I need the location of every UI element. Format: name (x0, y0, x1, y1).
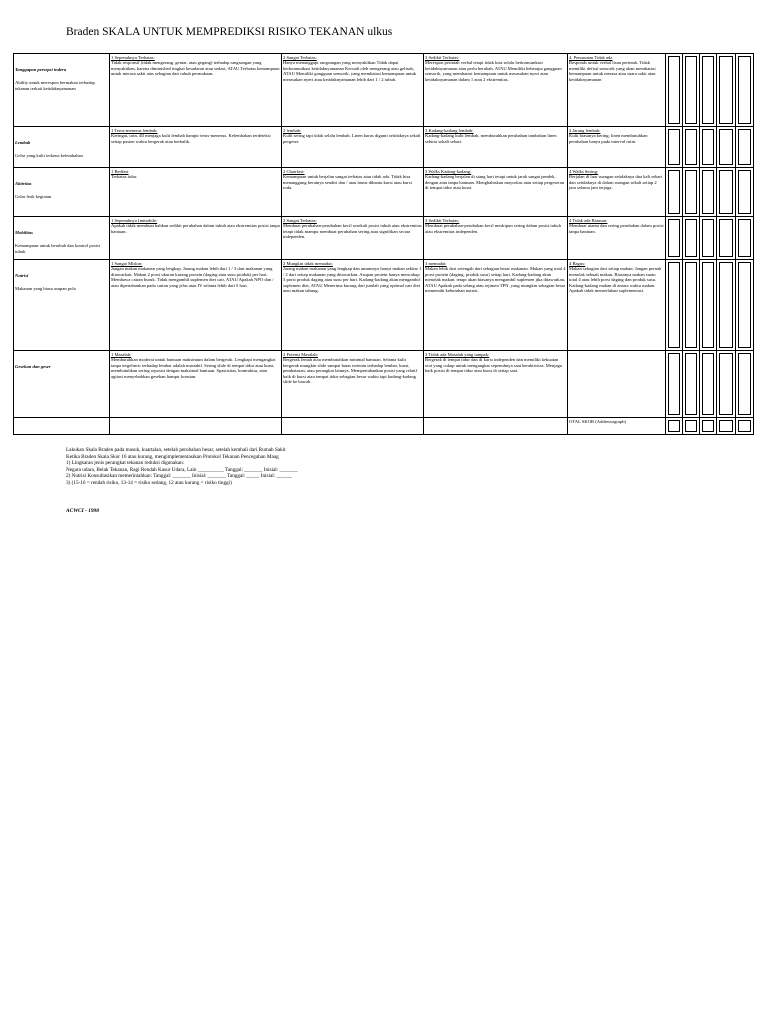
total-entry-box[interactable] (668, 420, 680, 432)
score-description: Membuat utama dan sering perubahan dalam posisi tanpa bantuan. (569, 223, 664, 234)
score-entry-box[interactable] (668, 170, 680, 214)
score-entry-cell[interactable] (700, 54, 717, 127)
score-entry-box[interactable] (702, 129, 714, 165)
score-cell (568, 54, 666, 127)
score-entry-box[interactable] (738, 219, 751, 257)
total-row-blank-cell (14, 418, 110, 435)
score-entry-cell[interactable] (736, 217, 754, 260)
score-entry-cell[interactable] (717, 54, 736, 127)
total-entry-box[interactable] (719, 420, 733, 432)
score-cell (568, 351, 666, 418)
score-description: Hanya menanggapi rangsangan yang menyakitkan Tidak dapat berkomunikasi ketidaknyamanan Kecuali oleh mengerang atau gelisah, ATAU Memiliki gangguan sensorik, yang membatasi kemampuan untuk merasakan nyeri atau ketidaknyamanan lebih dari 1 / 2 tubuh. (283, 60, 417, 82)
table-row (14, 54, 754, 127)
category-name: Gesekan dan geser (15, 364, 51, 369)
score-description: Berjalan di luar ruangan setidaknya dua kali sehari dan setidaknya di dalam ruangan sekali setiap 2 jam selama jam terjaga. (569, 174, 663, 191)
score-cell (282, 217, 424, 260)
score-title: 4 Bagus: (569, 261, 586, 266)
score-cell (110, 351, 282, 418)
category-cell (14, 351, 110, 418)
score-title: 3 Kadang-kadang lembab: (425, 128, 474, 133)
total-row-blank-cell (110, 418, 282, 435)
score-entry-box[interactable] (702, 219, 714, 257)
score-entry-box[interactable] (702, 262, 714, 348)
score-entry-box[interactable] (685, 219, 697, 257)
score-title: 4. Penurunan Tidak ada (569, 55, 613, 60)
score-entry-box[interactable] (685, 262, 697, 348)
score-cell (568, 217, 666, 260)
score-entry-box[interactable] (702, 56, 714, 124)
score-title: 2 Sangat Terbatas: (283, 218, 317, 223)
score-entry-cell[interactable] (683, 168, 700, 217)
score-description: Terbatas tidur. (111, 174, 138, 180)
score-entry-cell[interactable] (700, 351, 717, 418)
note-line: Ketika Braden Skala Skor 16 atau kurang, mengimplementasikan Protokol Tekanan Pencegahan Maag (66, 453, 279, 460)
table-row (14, 127, 754, 168)
score-title: 3 Tidak ada Masalah yang tampak: (425, 352, 490, 357)
score-entry-box[interactable] (738, 56, 751, 124)
score-cell (110, 54, 282, 127)
score-description: Membuat perubahan-perubahan kecil sesekali posisi tubuh atau ekstremitas tetapi tidak mampu membuat perubahan sering atau signifikan secara independen. (283, 223, 422, 240)
score-title: 2 Mungkin tidak memadai: (283, 261, 333, 266)
score-cell (110, 217, 282, 260)
score-entry-cell[interactable] (683, 260, 700, 351)
score-title: 1 Masalah: (111, 352, 132, 357)
score-title: 4 Jarang lembab: (569, 128, 601, 133)
table-row (14, 168, 754, 217)
category-description: Makanan yang biasa asupan pola (15, 286, 76, 292)
score-entry-cell[interactable] (717, 260, 736, 351)
score-entry-cell[interactable] (736, 351, 754, 418)
score-entry-box[interactable] (719, 353, 733, 415)
score-entry-box[interactable] (702, 170, 714, 214)
score-description: Jangan makan makanan yang lengkap. Jarang makan lebih dari 1 / 3 dari makanan yang ditawarkan. Makan 2 porsi ukuran kurang protein (daging atau susu produk) per hari. Membawa cairan buruk. Tidak mengambil suplemen diet cair, ATAU Apakah NPO dan / atau dipertahankan pada cairan yang jelas atau IV selama lebih dari 5 hari. (111, 266, 274, 288)
score-cell (282, 351, 424, 418)
score-title: 2 Sangat Terbatas: (283, 55, 317, 60)
total-entry-box[interactable] (685, 420, 697, 432)
category-name: Nutrisi (15, 273, 29, 278)
score-entry-cell[interactable] (666, 217, 683, 260)
score-entry-box[interactable] (685, 56, 697, 124)
score-cell (424, 217, 568, 260)
score-entry-box[interactable] (668, 353, 680, 415)
category-name: Mobilitas (15, 230, 33, 235)
category-description: Kemampuan untuk berubah dan kontrol posisi tubuh (15, 243, 101, 254)
page-title: Braden SKALA UNTUK MEMPREDIKSI RISIKO TEKANAN ulkus (66, 26, 393, 38)
score-description: Membutuhkan moderat untuk bantuan maksimum dalam bergerak. Lengkapi mengangkat tanpa tergelincir terhadap lembar adalah mustahil. Sering slide di tempat tidur atau kursi, membutuhkan sering reposisi dengan maksimal bantuan. Spastisitas, kontraktur, atau agitasi menyebabkan gesekan hampir konstan. (111, 357, 276, 379)
score-cell (568, 168, 666, 217)
category-name: Aktivitas (15, 181, 32, 186)
score-description: Bergerak di tempat tidur dan di kursi independen dan memiliki kekuatan otot yang cukup untuk mengangkat sepenuhnya saat beraktivitas. Menjaga baik posisi di tempat tidur atau kursi di setiap saat. (425, 357, 562, 374)
category-cell (14, 168, 110, 217)
score-entry-cell[interactable] (700, 217, 717, 260)
total-entry-cell[interactable] (736, 418, 754, 435)
braden-scale-table (13, 53, 754, 435)
score-entry-box[interactable] (719, 56, 733, 124)
table-row (14, 260, 754, 351)
score-entry-box[interactable] (738, 262, 751, 348)
score-description: Kadang-kadang berjalan di siang hari tetapi untuk jarak sangat pendek, dengan atau tanpa bantuan. Menghabiskan mayoritas atau setiap pergeseran di tempat tidur atau kursi. (425, 174, 565, 191)
score-cell (424, 54, 568, 127)
score-title: 4 Tidak ada Batasan: (569, 218, 608, 223)
instructions-notes (66, 447, 298, 487)
category-name: Lembab (15, 140, 31, 145)
score-title: 1 Sepenuhnya Terbatas: (111, 55, 155, 60)
note-line: Negara udara, Belak Tekanan, Ragi Rendah Kasur Udara, Lain __________ Tanggal: _______ Inisial: _______ (66, 466, 298, 473)
score-entry-box[interactable] (668, 219, 680, 257)
score-entry-box[interactable] (738, 129, 751, 165)
score-entry-box[interactable] (685, 170, 697, 214)
score-entry-box[interactable] (719, 262, 733, 348)
score-entry-cell[interactable] (717, 168, 736, 217)
score-entry-cell[interactable] (666, 54, 683, 127)
score-entry-cell[interactable] (666, 168, 683, 217)
score-description: Kadang-kadang kulit lembab, membutuhkan perubahan tambahan linen sekitar sekali sehari. (425, 133, 557, 144)
score-description: Makan lebih dari setengah dari sebagian besar makanan. Makan yang total 4 porsi protein (daging, produk susu) setiap hari. Kadang-kadang akan menolak makan, tetapi akan biasanya mengambil suplemen jika ditawarkan, ATAU Apakah pada selang atau rejimen TPN, yang mungkin sebagian besar memenuhi kebutuhan nutrisi. (425, 266, 566, 294)
score-entry-cell[interactable] (717, 217, 736, 260)
score-entry-cell[interactable] (683, 54, 700, 127)
score-description: Kulit sering tapi tidak selalu lembab. Linen harus diganti setidaknya sekali pergeser. (283, 133, 421, 144)
score-entry-box[interactable] (668, 262, 680, 348)
note-line: 1) Lingkaran jenis perangkat tekanan reduksi digunakan: (66, 460, 185, 467)
score-description: Makan sebagian dari setiap makan. Jangan pernah menolak sebuah makan. Biasanya makan suatu total 4 atau lebih porsi daging dan produk susu. Kadang-kadang makan di antara waktu makan. Apakah tidak memerlukan suplementasi. (569, 266, 662, 294)
score-entry-cell[interactable] (736, 127, 754, 168)
score-entry-box[interactable] (685, 129, 697, 165)
score-cell (568, 127, 666, 168)
table-row (14, 217, 754, 260)
score-cell (110, 168, 282, 217)
score-entry-cell[interactable] (683, 351, 700, 418)
score-entry-box[interactable] (719, 170, 733, 214)
note-line: 3) (15-16 = rendah risiko, 13-14 = risiko sedang, 12 atau kurang = risiko tinggi) (66, 479, 232, 486)
score-cell (424, 260, 568, 351)
total-score-label: OTAL SKOR (Addressograph) (568, 418, 666, 435)
score-cell (282, 168, 424, 217)
total-entry-box[interactable] (738, 420, 751, 432)
total-entry-box[interactable] (702, 420, 714, 432)
score-cell (424, 168, 568, 217)
total-row (14, 418, 754, 435)
score-entry-box[interactable] (738, 170, 751, 214)
category-description: Gelar fisik kegiatan (15, 194, 52, 200)
table-row (14, 351, 754, 418)
score-cell (110, 260, 282, 351)
score-cell (568, 260, 666, 351)
score-title: 1 Sangat Miskin: (111, 261, 143, 266)
category-cell (14, 260, 110, 351)
score-title: 3 Sedikit Terbatas: (425, 218, 460, 223)
score-title: 1 Sepenuhnya Immobile: (111, 218, 158, 223)
note-line: Lakukan Skala Braden pada masuk, kuartalan, setelah perubahan besar, setelah kembali dari Rumah Sakit (66, 447, 286, 453)
score-title: 2 Chairfast: (283, 169, 305, 174)
score-title: 1 Terus-menerus lembab: (111, 128, 158, 133)
total-entry-cell[interactable] (683, 418, 700, 435)
score-entry-cell[interactable] (736, 168, 754, 217)
score-cell (424, 127, 568, 168)
score-entry-box[interactable] (719, 129, 733, 165)
score-entry-cell[interactable] (666, 127, 683, 168)
score-entry-cell[interactable] (700, 127, 717, 168)
score-description: Keringat, urin, dll menjaga kulit lembab hampir terus-menerus. Kelembaban terdeteksi setiap pasien waktu bergerak atau berbalik. (111, 133, 271, 144)
score-entry-cell[interactable] (700, 260, 717, 351)
score-entry-box[interactable] (685, 353, 697, 415)
score-title: 2 lembab: (283, 128, 302, 133)
category-cell (14, 127, 110, 168)
score-entry-cell[interactable] (683, 127, 700, 168)
score-entry-box[interactable] (719, 219, 733, 257)
score-entry-box[interactable] (738, 353, 751, 415)
score-description: Apakah tidak membuat bahkan sedikit perubahan dalam tubuh atau ekstremitas posisi tanpa bantuan. (111, 223, 280, 234)
score-entry-cell[interactable] (700, 168, 717, 217)
score-cell (282, 260, 424, 351)
score-description: Merespon perintah verbal tetapi tidak bisa selalu berkomunikasi ketidaknyamanan atau perlu berubah, ATAU Memiliki beberapa gangguan sensorik, yang membatasi kemampuan untuk merasakan nyeri atau ketidaknyamanan dalam 1 atau 2 ekstremitas. (425, 60, 562, 82)
score-title: 3 Sedikit Terbatas: (425, 55, 460, 60)
category-name: Tanggapan persepsi indera (15, 67, 67, 72)
note-line: 2) Nutrisi Konsultasikan memerintahkan: Tanggal: _______ Inisial: _______ Tanggal: _____ Inisial: ______ (66, 473, 293, 480)
score-description: Tidak responsif (tidak mengerang, gentar, atau gegang) terhadap rangsangan yang menyakitkan, karena diminished tingkat kesadaran atau sedasi, ATAU Terbatas kemampuan untuk merasa sakit atas sebagian dari tubuh permukaan. (111, 60, 280, 77)
total-entry-cell[interactable] (717, 418, 736, 435)
total-entry-cell[interactable] (700, 418, 717, 435)
score-description: Kemampuan untuk berjalan sangat terbatas atau tidak ada. Tidak bisa menanggung beratnya sendiri dan / atau harus dibantu kursi atau kursi roda. (283, 174, 412, 191)
score-cell (282, 54, 424, 127)
form-code: ACWCI - 1998 (66, 508, 99, 514)
total-entry-cell[interactable] (666, 418, 683, 435)
score-title: 4 Walks Sering: (569, 169, 599, 174)
score-title: 3 Walks Kadang-kadang: (425, 169, 472, 174)
score-cell (424, 351, 568, 418)
score-entry-cell[interactable] (666, 260, 683, 351)
category-description: Ability untuk merespon bermakna terhadap tekanan terkait ketidaknyamanan (15, 80, 95, 91)
score-entry-cell[interactable] (717, 127, 736, 168)
score-entry-cell[interactable] (736, 260, 754, 351)
score-description: Bergerak lemah atau membutuhkan minimal bantuan. Selama kulit bergerak mungkin slide sampai batas tertentu terhadap lembar, kursi, pembatasan, atau perangkat lainnya. Mempertahankan posisi yang relatif baik di kursi atau tempat tidur sebagian besar waktu tapi kadang-kadang slide ke bawah. (283, 357, 418, 385)
score-cell (110, 127, 282, 168)
score-description: Responds untuk verbal lisan perintah. Tidak memiliki defisit sensorik yang akan membatasi kemampuan untuk merasa atau suara sakit atau ketidaknyamanan (569, 60, 656, 82)
score-entry-cell[interactable] (683, 217, 700, 260)
score-description: Kulit biasanya kering; linen membutuhkan perubahan hanya pada interval rutin. (569, 133, 648, 144)
category-cell (14, 54, 110, 127)
score-description: Membuat perubahan-perubahan kecil meskipun sering dalam posisi tubuh atau ekstremitas independen. (425, 223, 561, 234)
score-title: 2 Potensi Masalah: (283, 352, 318, 357)
score-entry-cell[interactable] (736, 54, 754, 127)
score-entry-box[interactable] (668, 129, 680, 165)
category-cell (14, 217, 110, 260)
score-entry-box[interactable] (702, 353, 714, 415)
total-row-blank-cell (282, 418, 424, 435)
score-title: 3 memadai: (425, 261, 447, 266)
score-entry-cell[interactable] (666, 351, 683, 418)
score-description: Jarang makan makanan yang lengkap dan umumnya hanya makan sekitar 1 / 2 dari setiap makanan yang ditawarkan. Asupan protein hanya mencakup 3 porsi produk daging atau susu per hari. Kadang-kadang akan mengambil suplemen diet, ATAU Menerima kurang dari jumlah yang optimal cair diet atau makan tabung. (283, 266, 422, 294)
score-title: 1 Bedfast (111, 169, 129, 174)
score-entry-cell[interactable] (717, 351, 736, 418)
total-row-blank-cell (424, 418, 568, 435)
category-description: Gelar yang kulit terkena kelembaban (15, 153, 83, 159)
score-entry-box[interactable] (668, 56, 680, 124)
score-cell (282, 127, 424, 168)
